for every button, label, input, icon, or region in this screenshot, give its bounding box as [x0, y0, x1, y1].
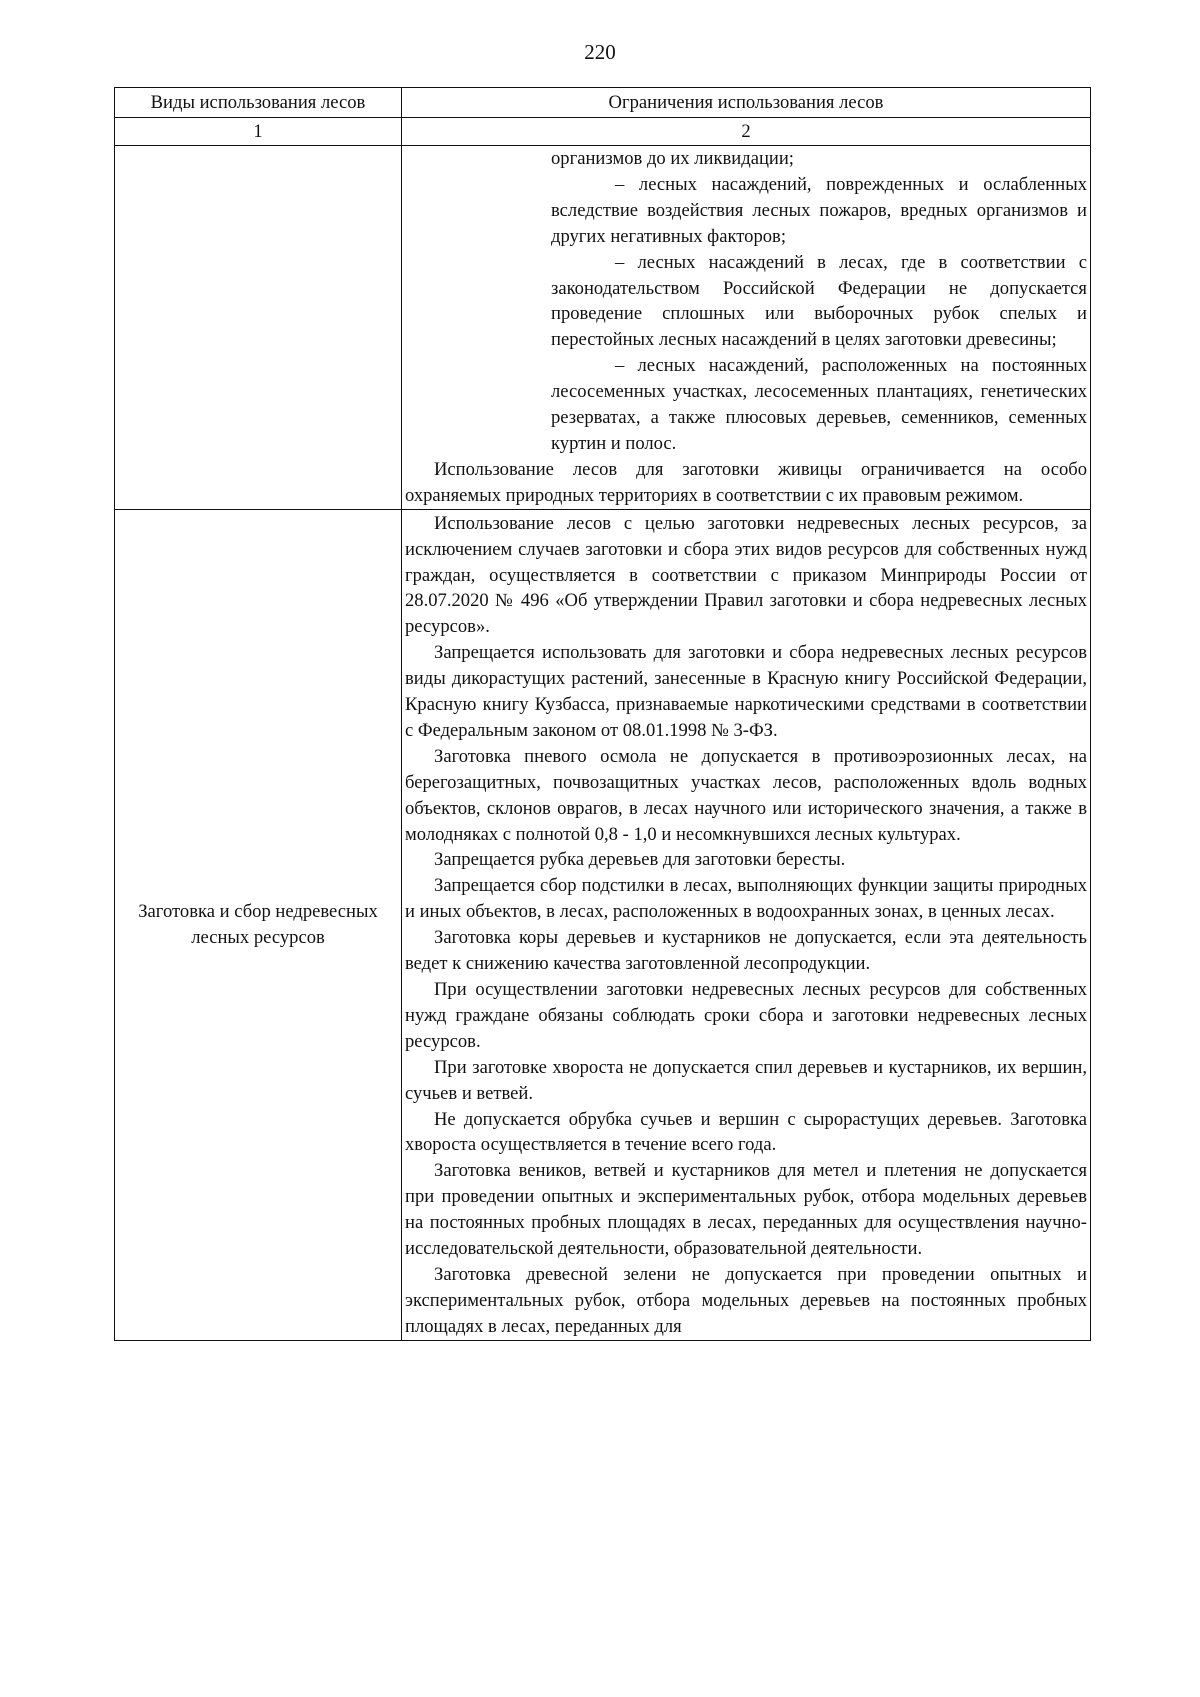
row2-right-cell — [402, 509, 1091, 1340]
paragraph: При осуществлении заготовки недревесных лесных ресурсов для собственных нужд граждане обязаны соблюдать сроки сбора и заготовки недревесных лесных ресурсов. — [405, 979, 1087, 1052]
paragraph: При заготовке хвороста не допускается спил деревьев и кустарников, их вершин, сучьев и ветвей. — [405, 1056, 1087, 1104]
column-number-1: 1 — [115, 118, 402, 146]
continued-list-block — [405, 146, 1087, 457]
paragraph: Заготовка пневого осмола не допускается в противоэрозионных лесах, на берегозащитных, почвозащитных участках лесов, расположенных вдоль водных объектов, склонов оврагов, в лесах научного или исторического значения, а также в молодняках с полнотой 0,8 - 1,0 и несомкнувшихся лесных культурах. — [405, 745, 1087, 845]
header-forest-use-restrictions: Ограничения использования лесов — [402, 88, 1091, 118]
paragraph: Запрещается рубка деревьев для заготовки бересты. — [434, 849, 846, 871]
row1-left-cell — [115, 146, 402, 510]
header-forest-use-types: Виды использования лесов — [115, 88, 402, 118]
paragraph: Использование лесов для заготовки живицы ограничивается на особо охраняемых природных территориях в соответствии с их правовым режимом. — [405, 458, 1087, 506]
page-number: 220 — [584, 40, 616, 64]
table-header-row — [115, 88, 1091, 118]
paragraph: Запрещается использовать для заготовки и сбора недревесных лесных ресурсов виды дикорастущих растений, занесенные в Красную книгу Российской Федерации, Красную книгу Кузбасса, признаваемые наркотическими средствами в соответствии с Федеральным законом от 08.01.1998 № 3-ФЗ. — [405, 642, 1087, 741]
paragraph: Использование лесов с целью заготовки недревесных лесных ресурсов, за исключением случаев заготовки и сбора этих видов ресурсов для собственных нужд граждан, осуществляется в соответствии с приказом Минприроды России от 28.07.2020 № 496 «Об утверждении Правил заготовки и сбора недревесных лесных ресурсов». — [405, 512, 1087, 638]
column-number-row — [115, 118, 1091, 146]
paragraph: Заготовка древесной зелени не допускается при проведении опытных и экспериментальных рубок, отбора модельных деревьев на постоянных пробных площадях в лесах, переданных для — [405, 1263, 1087, 1337]
list-item: – лесных насаждений, поврежденных и ослабленных вследствие воздействия лесных пожаров, вредных организмов и других негативных факторов; — [551, 173, 1087, 247]
paragraph: Заготовка коры деревьев и кустарников не допускается, если эта деятельность ведет к снижению качества заготовленной лесопродукции. — [405, 927, 1087, 975]
paragraph: Заготовка веников, ветвей и кустарников для метел и плетения не допускается при проведении опытных и экспериментальных рубок, отбора модельных деревьев на постоянных пробных площадях в лесах, переданных для осуществления научно-исследовательской деятельности, образовательной деятельности. — [405, 1160, 1087, 1260]
forest-use-table — [114, 87, 1091, 1341]
list-item: – лесных насаждений в лесах, где в соответствии с законодательством Российской Федерации не допускается проведение сплошных или выборочных рубок спелых и перестойных лесных насаждений в целях заготовки древесины; — [551, 251, 1087, 351]
column-number-2: 2 — [402, 118, 1091, 146]
table-row — [115, 509, 1091, 1340]
paragraph: Запрещается сбор подстилки в лесах, выполняющих функции защиты природных и иных объектов, в лесах, расположенных в водоохранных зонах, в ценных лесах. — [405, 875, 1087, 923]
row1-right-cell — [402, 146, 1091, 510]
row2-left-cell: Заготовка и сбор недревесных лесных ресурсов — [115, 509, 402, 1340]
list-item: организмов до их ликвидации; — [551, 148, 794, 169]
list-item: – лесных насаждений, расположенных на постоянных лесосеменных участках, лесосеменных плантациях, генетических резерватах, а также плюсовых деревьев, семенников, семенных куртин и полос. — [551, 355, 1087, 454]
table-row — [115, 146, 1091, 510]
paragraph: Не допускается обрубка сучьев и вершин с сырорастущих деревьев. Заготовка хвороста осуществляется в течение всего года. — [405, 1108, 1087, 1156]
